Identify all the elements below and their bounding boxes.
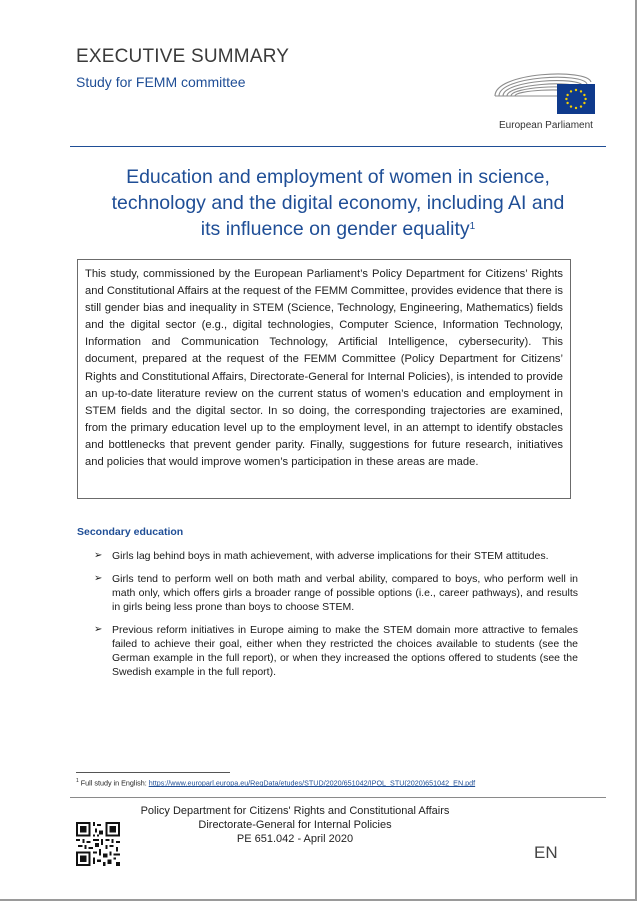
arrow-bullet-icon: ➢: [94, 573, 103, 584]
footnote-marker: 1: [76, 778, 79, 784]
qr-code-icon: [76, 822, 120, 866]
footnote: [76, 778, 475, 787]
footer-divider: [70, 797, 606, 798]
study-title: [70, 164, 606, 242]
section-heading: Secondary education: [77, 526, 184, 538]
bullet-list: [94, 549, 578, 688]
logo-caption: European Parliament: [499, 120, 593, 131]
reference-date: PE 651.042 - April 2020: [236, 833, 354, 845]
arrow-bullet-icon: ➢: [94, 624, 103, 635]
header-divider: [70, 146, 606, 147]
study-title-line-1: Education and employment of women in science,: [126, 166, 550, 188]
study-title-line-2: technology and the digital economy, including AI and: [111, 192, 565, 214]
full-study-link[interactable]: https://www.europarl.europa.eu/RegData/etudes/STUD/2020/651042/IPOL_STU(2020)651042_EN.pdf: [148, 778, 476, 788]
directorate: Directorate-General for Internal Policies: [198, 819, 392, 831]
publisher-info: [130, 804, 460, 846]
language-code: EN: [534, 843, 558, 862]
committee-subtitle: Study for FEMM committee: [76, 74, 246, 90]
study-title-line-3-text: its influence on gender equality: [200, 218, 470, 240]
study-title-line-3: [70, 216, 606, 242]
policy-department: Policy Department for Citizens' Rights and Constitutional Affairs: [140, 805, 450, 817]
list-item: [94, 572, 578, 614]
document-type-title: EXECUTIVE SUMMARY: [76, 46, 290, 67]
bullet-text: Previous reform initiatives in Europe aiming to make the STEM domain more attractive to females failed to achieve their goal, either when they restricted the choices available to students (see the German example in the full report), or when they increased the options offered to students (see the Swedish example in the full report).: [112, 624, 578, 678]
list-item: [94, 623, 578, 679]
abstract-box: [77, 259, 571, 499]
footnote-divider: [76, 772, 230, 773]
abstract-text: This study, commissioned by the European Parliament’s Policy Department for Citizens’ Rights and Constitutional Affairs at the request of the FEMM Committee, provides evidence that there is still gender bias and inequality in STEM (Science, Technology, Engineering, Mathematics) fields and the digital sector (e.g., digital technologies, Computer Science, Information Technology, Information and Communication Technology, Artificial Intelligence, cybersecurity). This document, prepared at the request of the FEMM Committee (Policy Department for Citizens’ Rights and Constitutional Affairs, Directorate-General for Internal Policies), is intended to provide an up-to-date literature review on the current status of women’s education and employment in STEM fields and the digital sector. In so doing, the corresponding trajectories are examined, from the primary education level up to the employment level, in an attempt to identify obstacles and bottlenecks that prevent gender parity. Finally, suggestions for future research, initiatives and policies that would improve women’s participation in these areas are made.: [85, 268, 563, 469]
title-footnote-marker: 1: [469, 221, 476, 232]
bullet-text: Girls lag behind boys in math achievement, with adverse implications for their STEM attitudes.: [112, 550, 549, 562]
bullet-text: Girls tend to perform well on both math and verbal ability, compared to boys, who perform well in math only, which offers girls a broader range of possible options (i.e., career pathways), and results in girls being less prone than boys to choose STEM.: [112, 573, 578, 613]
footnote-label: Full study in English:: [80, 778, 149, 788]
arrow-bullet-icon: ➢: [94, 550, 103, 561]
list-item: [94, 549, 578, 563]
